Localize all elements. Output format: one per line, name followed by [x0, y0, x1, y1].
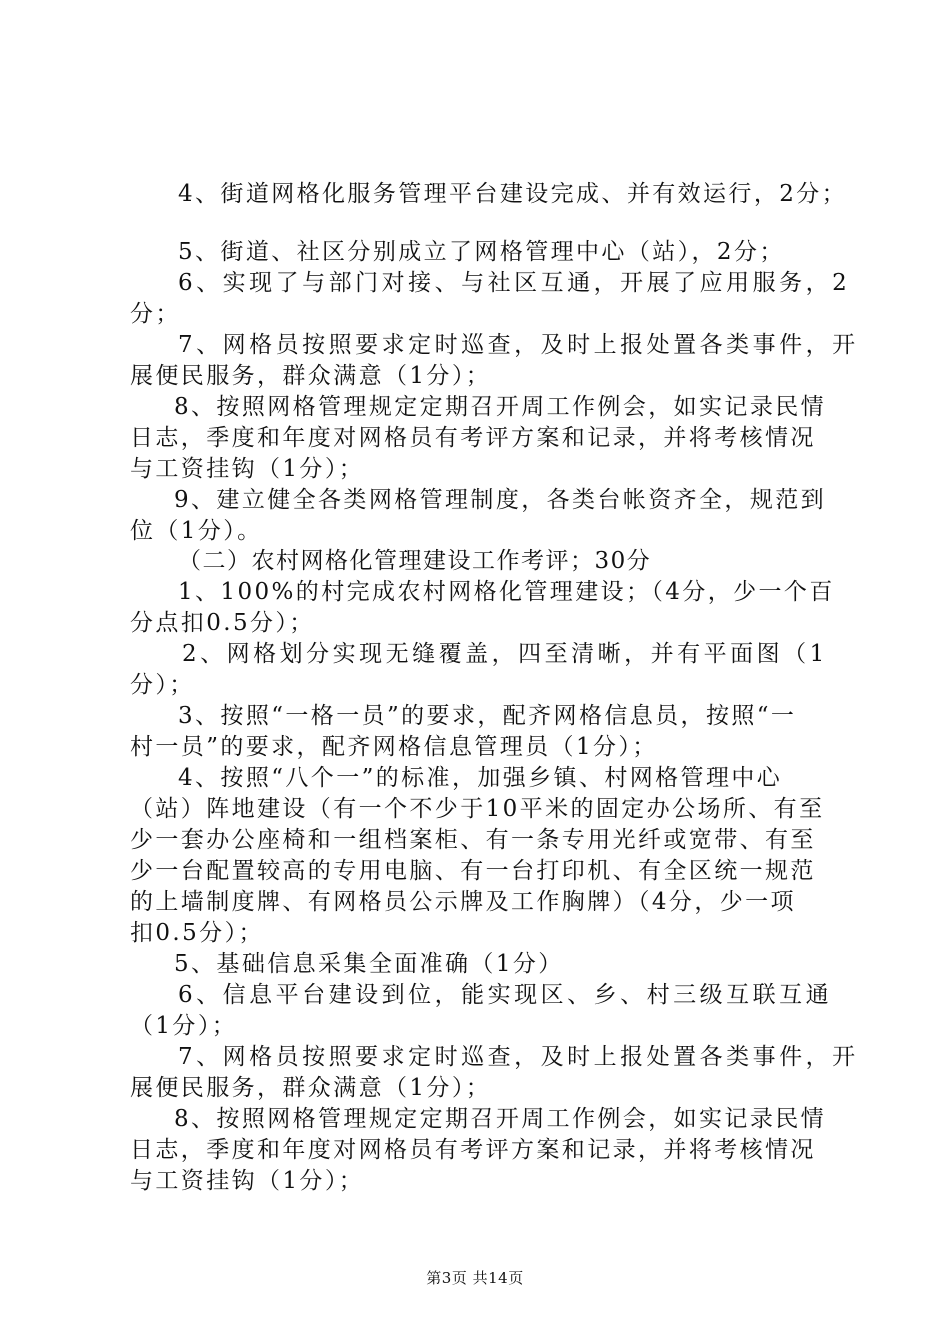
text-line: 展便民服务，群众满意（1分）； — [130, 363, 492, 389]
text-line: 与工资挂钩（1分）； — [130, 1168, 365, 1194]
text-line: 扣0.5分）； — [130, 920, 264, 946]
text-line: 少一台配置较高的专用电脑、有一台打印机、有全区统一规范 — [130, 858, 816, 884]
text-line: 9、建立健全各类网格管理制度，各类台帐资齐全，规范到 — [174, 487, 827, 513]
page-footer: 第3页 共14页 — [426, 1269, 524, 1287]
text-line: 分点扣0.5分）； — [130, 610, 315, 636]
text-line: 村一员”的要求，配齐网格信息管理员（1分）； — [130, 734, 658, 760]
text-line: 少一套办公座椅和一组档案柜、有一条专用光纤或宽带、有至 — [130, 827, 816, 853]
section-heading: （二）农村网格化管理建设工作考评；30分 — [178, 548, 652, 574]
text-line: 6、实现了与部门对接、与社区互通，开展了应用服务，2 — [178, 270, 851, 296]
text-line: 5、基础信息采集全面准确（1分） — [174, 951, 564, 977]
text-line: 3、按照“一格一员”的要求，配齐网格信息员，按照“一 — [178, 703, 797, 729]
text-line: 分）； — [130, 672, 195, 698]
text-line: 2、网格划分实现无缝覆盖，四至清晰，并有平面图（1 — [182, 641, 828, 667]
text-line: 1、100%的村完成农村网格化管理建设；（4分，少一个百 — [178, 579, 835, 605]
text-line: 展便民服务，群众满意（1分）； — [130, 1075, 492, 1101]
text-line: （站）阵地建设（有一个不少于10平米的固定办公场所、有至 — [130, 796, 825, 822]
text-line: 日志，季度和年度对网格员有考评方案和记录，并将考核情况 — [130, 425, 816, 451]
text-line: 8、按照网格管理规定定期召开周工作例会，如实记录民情 — [174, 394, 827, 420]
text-line: 7、网格员按照要求定时巡查，及时上报处置各类事件，开 — [178, 1044, 859, 1070]
text-line: （1分）； — [130, 1013, 238, 1039]
text-line: 5、街道、社区分别成立了网格管理中心（站），2分； — [178, 239, 785, 265]
text-line: 7、网格员按照要求定时巡查，及时上报处置各类事件，开 — [178, 332, 859, 358]
text-line: 的上墙制度牌、有网格员公示牌及工作胸牌）（4分，少一项 — [130, 889, 796, 915]
text-line: 与工资挂钩（1分）； — [130, 456, 365, 482]
text-line: 位（1分）。 — [130, 518, 263, 544]
text-line: 分； — [130, 301, 181, 327]
text-line: 4、街道网格化服务管理平台建设完成、并有效运行，2分； — [178, 181, 848, 207]
text-line: 4、按照“八个一”的标准，加强乡镇、村网格管理中心 — [178, 765, 783, 791]
text-line: 8、按照网格管理规定定期召开周工作例会，如实记录民情 — [174, 1106, 827, 1132]
text-line: 日志，季度和年度对网格员有考评方案和记录，并将考核情况 — [130, 1137, 816, 1163]
text-line: 6、信息平台建设到位，能实现区、乡、村三级互联互通 — [178, 982, 833, 1008]
